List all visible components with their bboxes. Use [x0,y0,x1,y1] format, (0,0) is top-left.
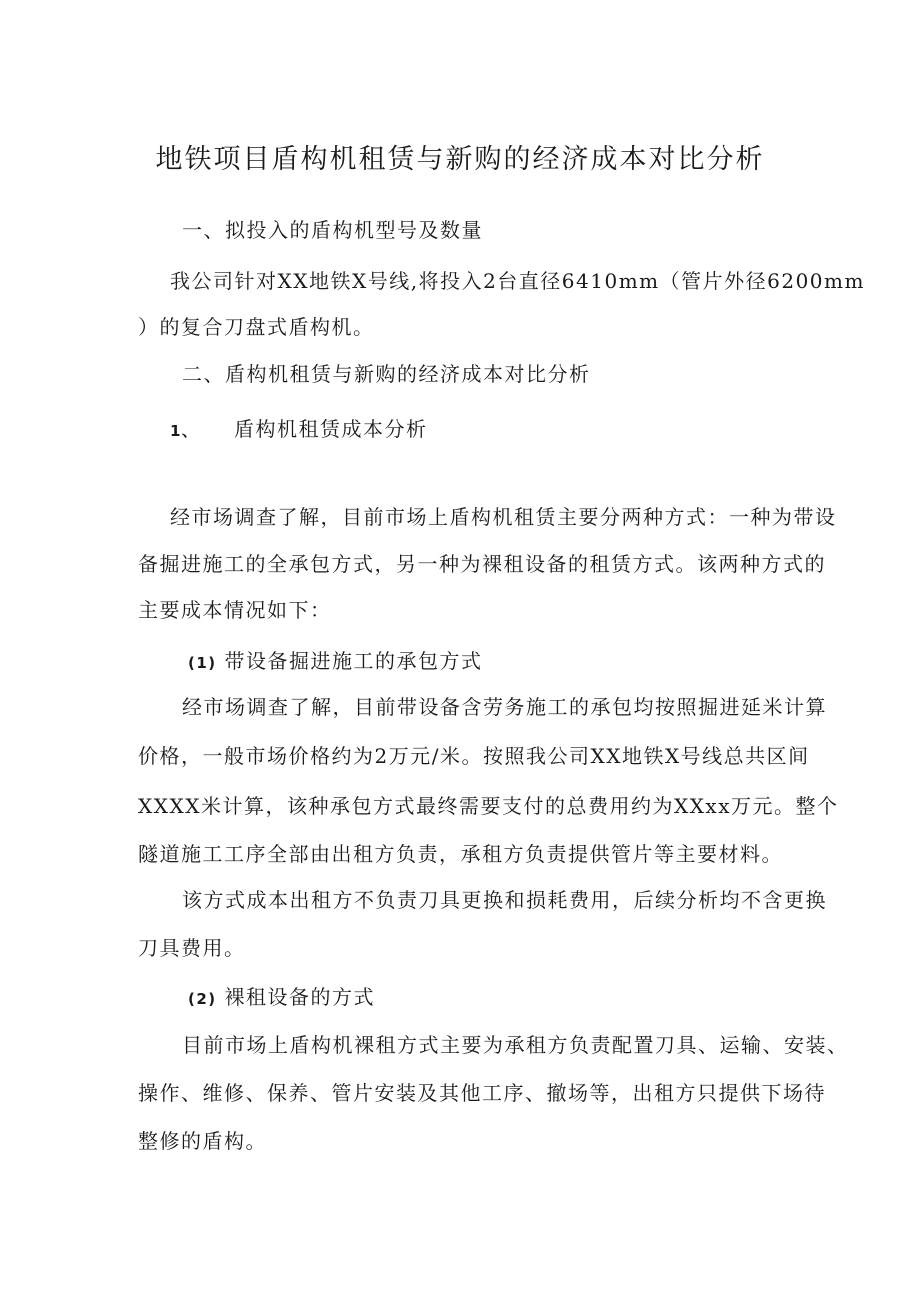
section1-line-2: ）的复合刀盘式盾构机。 [138,315,375,339]
intro-line-1: 经市场调查了解，目前市场上盾构机租赁主要分两种方式：一种为带设 [170,505,837,529]
item-2-number: (2) [188,990,217,1008]
item-1-heading: 带设备掘进施工的承包方式 [224,649,483,673]
item-2-para-line-1: 目前市场上盾构机裸租方式主要为承租方负责配置刀具、运输、安装、 [182,1033,849,1057]
document-title: 地铁项目盾构机租赁与新购的经济成本对比分析 [155,144,765,175]
item-1-para1-line-1: 经市场调查了解，目前带设备含劳务施工的承包均按照掘进延米计算 [182,695,827,719]
item-1-para1-line-4: 隧道施工工序全部由出租方负责，承租方负责提供管片等主要材料。 [138,842,783,866]
item-2-para-line-3: 整修的盾构。 [138,1129,267,1153]
intro-line-3: 主要成本情况如下： [138,598,332,622]
section1-line-1: 我公司针对XX地铁X号线,将投入2台直径6410mm（管片外径6200mm [170,269,865,293]
intro-line-2: 备掘进施工的全承包方式，另一种为裸租设备的租赁方式。该两种方式的 [138,552,826,576]
section1-heading: 一、拟投入的盾构机型号及数量 [182,218,483,242]
item-1-para1-line-3: XXXX米计算，该种承包方式最终需要支付的总费用约为XXxx万元。整个 [138,794,839,818]
item-1-para1-line-2: 价格，一般市场价格约为2万元/米。按照我公司XX地铁X号线总共区间 [138,744,810,768]
item-2-heading: 裸租设备的方式 [224,985,376,1009]
item-1-number: (1) [188,654,217,672]
subsection-1-heading: 盾构机租赁成本分析 [234,417,428,441]
item-1-para2-line-2: 刀具费用。 [138,936,246,960]
item-1-para2-line-1: 该方式成本出租方不负责刀具更换和损耗费用，后续分析均不含更换 [182,888,827,912]
item-2-para-line-2: 操作、维修、保养、管片安装及其他工序、撤场等，出租方只提供下场待 [138,1081,826,1105]
section2-heading: 二、盾构机租赁与新购的经济成本对比分析 [182,362,591,386]
item-2-heading-row [188,982,836,1014]
subsection-1-number: 1、 [170,422,199,440]
item-1-heading-row [188,646,836,678]
subsection-1-heading-row [170,414,818,446]
